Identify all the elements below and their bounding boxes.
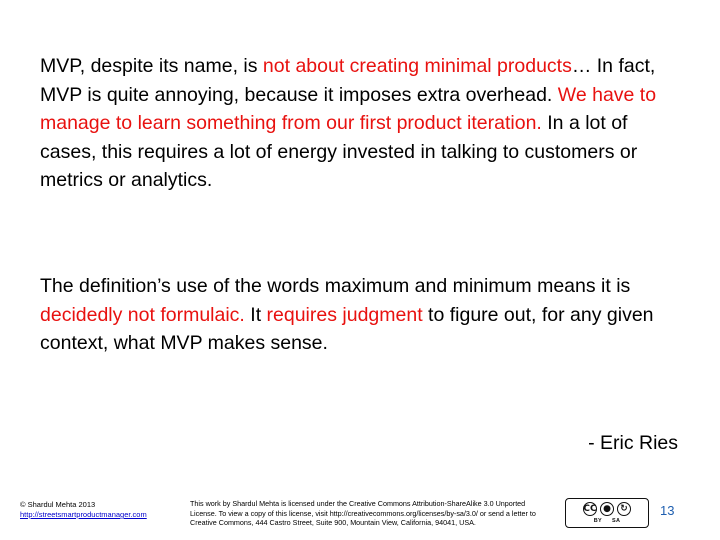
page-number: 13 [660,503,675,518]
text-run: to figure out, for any given context, what MVP makes sense. [40,303,654,355]
cc-by-label: BY [593,518,602,524]
text-run: It [244,303,267,326]
text-run: decidedly not formulaic. [40,303,245,326]
text-run: not about creating minimal products [262,55,572,77]
copyright-block [20,500,180,520]
text-run: In a lot of cases, this requires a lot of energy invested in talking to customers or metrics or analytics. [40,112,638,192]
text-run: The definition’s use of the words maximum and minimum means it is [40,275,631,297]
cc-icon: CC [583,502,597,516]
author-site-link[interactable]: http://streetsmartproductmanager.com [20,510,147,519]
cc-sa-icon: ↻ [617,502,631,516]
paragraph-two [40,272,688,358]
text-run: … In fact, MVP is quite annoying, because it imposes extra overhead. [40,55,656,106]
copyright-text: © Shardul Mehta 2013 [20,500,96,509]
text-run: MVP, despite its name, is [40,55,263,77]
creative-commons-badge [565,498,649,528]
cc-badge-labels [594,518,621,524]
license-text: This work by Shardul Mehta is licensed under the Creative Commons Attribution-ShareAlike 3.0 Unported License. To view a copy of this license, visit http://creativecommons.org/licenses/by-sa/3.0/ or send a letter to Creative Commons, 444 Castro Street, Suite 900, Mountain View, California, 94041, USA. [190,499,536,528]
text-run: We have to manage to learn something from our first product iteration. [40,83,657,135]
cc-sa-label: SA [612,518,621,524]
text-run: requires judgment [266,303,423,326]
cc-by-icon: ● [600,502,614,516]
paragraph-one [40,52,688,195]
cc-badge-icons [583,502,631,516]
quote-attribution: - Eric Ries [588,432,678,454]
slide-footer [0,492,720,540]
